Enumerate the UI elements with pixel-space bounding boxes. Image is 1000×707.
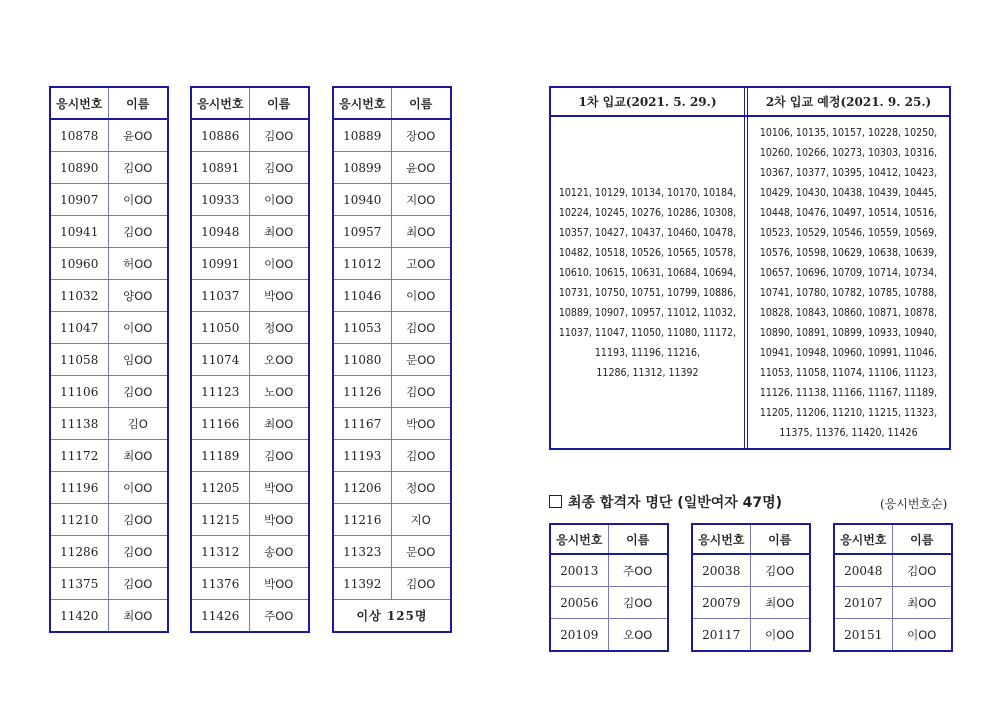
checkbox-square-icon [549, 495, 562, 508]
first-admission-line: 10357, 10427, 10437, 10460, 10478, [558, 226, 737, 239]
exam-number-cell: 11193 [333, 440, 391, 472]
second-admission-line: 11053, 11058, 11074, 11106, 11123, [759, 366, 938, 379]
total-count: 이상 125명 [333, 600, 451, 633]
header-row [191, 87, 309, 119]
table-row [191, 440, 309, 472]
table-row [50, 152, 168, 184]
table-row [333, 312, 451, 344]
exam-number-cell: 20079 [692, 587, 750, 619]
table-row [191, 408, 309, 440]
name-cell: 노OO [249, 376, 309, 408]
name-cell: 오OO [249, 344, 309, 376]
name-cell: 김OO [750, 554, 810, 587]
exam-number-cell: 10891 [191, 152, 249, 184]
exam-number-cell: 11123 [191, 376, 249, 408]
final-table-1 [549, 523, 669, 652]
name-cell: 이OO [750, 619, 810, 652]
name-cell: 최OO [892, 587, 952, 619]
table-row [550, 619, 668, 652]
exam-number-cell: 11210 [50, 504, 108, 536]
final-list-title-text: 최종 합격자 명단 (일반여자 47명) [568, 495, 783, 511]
exam-number-cell: 10933 [191, 184, 249, 216]
name-cell: 주OO [608, 554, 668, 587]
exam-number-cell: 11420 [50, 600, 108, 633]
exam-number-cell: 11167 [333, 408, 391, 440]
table-row [191, 376, 309, 408]
exam-number-header: 응시번호 [834, 524, 892, 554]
final-list-title [549, 492, 782, 512]
table-row [333, 408, 451, 440]
name-cell: 김OO [249, 440, 309, 472]
table-row [50, 600, 168, 633]
exam-number-cell: 20048 [834, 554, 892, 587]
name-header: 이름 [249, 87, 309, 119]
table-row [50, 312, 168, 344]
first-admission-line: 10121, 10129, 10134, 10170, 10184, [558, 186, 737, 199]
first-admission-line: 11286, 11312, 11392 [596, 366, 699, 379]
exam-number-cell: 11312 [191, 536, 249, 568]
exam-number-cell: 20107 [834, 587, 892, 619]
table-row [50, 344, 168, 376]
exam-number-cell: 11037 [191, 280, 249, 312]
name-header: 이름 [892, 524, 952, 554]
exam-number-cell: 11286 [50, 536, 108, 568]
exam-number-cell: 11206 [333, 472, 391, 504]
name-header: 이름 [750, 524, 810, 554]
second-admission-line: 10429, 10430, 10438, 10439, 10445, [759, 186, 938, 199]
table-row [50, 376, 168, 408]
first-admission-line: 10610, 10615, 10631, 10684, 10694, [558, 266, 737, 279]
name-cell: 이OO [108, 472, 168, 504]
name-cell: 이OO [249, 248, 309, 280]
exam-number-cell: 11172 [50, 440, 108, 472]
second-admission-line: 10367, 10377, 10395, 10412, 10423, [759, 166, 938, 179]
second-admission-line: 10260, 10266, 10273, 10303, 10316, [759, 146, 938, 159]
name-cell: 김OO [108, 504, 168, 536]
name-cell: 최OO [391, 216, 451, 248]
table-row [333, 248, 451, 280]
table-row [191, 312, 309, 344]
name-header: 이름 [108, 87, 168, 119]
name-cell: 김OO [391, 440, 451, 472]
header-row [692, 524, 810, 554]
name-cell: 김OO [391, 376, 451, 408]
exam-number-cell: 11138 [50, 408, 108, 440]
second-admission-line: 10657, 10696, 10709, 10714, 10734, [759, 266, 938, 279]
name-cell: 최OO [108, 440, 168, 472]
name-cell: 지O [391, 504, 451, 536]
name-cell: 문OO [391, 344, 451, 376]
second-admission-header: 2차 입교 예정(2021. 9. 25.) [765, 95, 932, 109]
exam-number-header: 응시번호 [692, 524, 750, 554]
table-row [333, 344, 451, 376]
name-cell: 최OO [108, 600, 168, 633]
table-row [191, 184, 309, 216]
exam-number-cell: 10940 [333, 184, 391, 216]
table-row [333, 184, 451, 216]
name-cell: 최OO [750, 587, 810, 619]
table-row [834, 554, 952, 587]
exam-number-cell: 20038 [692, 554, 750, 587]
table-row [550, 587, 668, 619]
roster-table-3 [332, 86, 452, 633]
exam-number-cell: 11050 [191, 312, 249, 344]
exam-number-cell: 11047 [50, 312, 108, 344]
exam-number-cell: 11375 [50, 568, 108, 600]
name-cell: 오OO [608, 619, 668, 652]
table-row [834, 619, 952, 652]
table-row [50, 408, 168, 440]
name-cell: 김OO [391, 312, 451, 344]
name-cell: 김OO [391, 568, 451, 600]
table-row [191, 152, 309, 184]
table-row [50, 216, 168, 248]
name-cell: 임OO [108, 344, 168, 376]
name-cell: 김OO [108, 216, 168, 248]
name-cell: 김OO [249, 152, 309, 184]
table-row [191, 600, 309, 633]
exam-number-cell: 20151 [834, 619, 892, 652]
table-row [333, 568, 451, 600]
table-row [333, 152, 451, 184]
name-cell: 이OO [892, 619, 952, 652]
exam-number-cell: 11080 [333, 344, 391, 376]
exam-number-header: 응시번호 [550, 524, 608, 554]
name-cell: 고OO [391, 248, 451, 280]
name-cell: 이OO [391, 280, 451, 312]
name-cell: 정OO [391, 472, 451, 504]
table-row [50, 280, 168, 312]
first-admission-line: 11037, 11047, 11050, 11080, 11172, [558, 326, 737, 339]
exam-number-cell: 10907 [50, 184, 108, 216]
exam-number-cell: 11215 [191, 504, 249, 536]
table-row [692, 554, 810, 587]
first-admission-line: 10731, 10750, 10751, 10799, 10886, [558, 286, 737, 299]
name-header: 이름 [608, 524, 668, 554]
table-row [191, 280, 309, 312]
name-header: 이름 [391, 87, 451, 119]
exam-number-cell: 10948 [191, 216, 249, 248]
name-cell: 박OO [391, 408, 451, 440]
exam-number-cell: 11058 [50, 344, 108, 376]
second-admission-line: 10941, 10948, 10960, 10991, 11046, [759, 346, 938, 359]
exam-number-cell: 11046 [333, 280, 391, 312]
name-cell: 송OO [249, 536, 309, 568]
first-admission-header: 1차 입교(2021. 5. 29.) [551, 88, 748, 115]
name-cell: 최OO [249, 216, 309, 248]
exam-number-cell: 11126 [333, 376, 391, 408]
name-cell: 양OO [108, 280, 168, 312]
name-cell: 장OO [391, 119, 451, 152]
total-row [333, 600, 451, 633]
first-admission-line: 11193, 11196, 11216, [594, 346, 701, 359]
exam-number-cell: 20013 [550, 554, 608, 587]
exam-number-cell: 11166 [191, 408, 249, 440]
header-row [550, 524, 668, 554]
name-cell: 허OO [108, 248, 168, 280]
table-row [333, 119, 451, 152]
table-row [692, 587, 810, 619]
exam-number-cell: 10991 [191, 248, 249, 280]
second-admission-list [748, 117, 949, 448]
exam-number-cell: 10886 [191, 119, 249, 152]
second-admission-line: 10576, 10598, 10629, 10638, 10639, [759, 246, 938, 259]
table-row [50, 119, 168, 152]
name-cell: 주OO [249, 600, 309, 633]
table-row [191, 568, 309, 600]
name-cell: 김OO [249, 119, 309, 152]
exam-number-header: 응시번호 [191, 87, 249, 119]
exam-number-cell: 10957 [333, 216, 391, 248]
name-cell: 이OO [249, 184, 309, 216]
second-admission-line: 11375, 11376, 11420, 11426 [779, 426, 918, 439]
table-row [333, 472, 451, 504]
second-admission-line: 11205, 11206, 11210, 11215, 11323, [759, 406, 938, 419]
table-row [50, 440, 168, 472]
name-cell: 윤OO [391, 152, 451, 184]
table-row [191, 344, 309, 376]
table-row [550, 554, 668, 587]
name-cell: 이OO [108, 312, 168, 344]
table-row [191, 248, 309, 280]
name-cell: 박OO [249, 504, 309, 536]
exam-number-cell: 20056 [550, 587, 608, 619]
table-row [191, 504, 309, 536]
final-table-2 [691, 523, 811, 652]
exam-number-cell: 20109 [550, 619, 608, 652]
admission-header-row [551, 88, 949, 117]
roster-table-2 [190, 86, 310, 633]
final-table-3 [833, 523, 953, 652]
name-cell: 박OO [249, 472, 309, 504]
name-cell: 김OO [608, 587, 668, 619]
exam-number-cell: 11196 [50, 472, 108, 504]
exam-number-cell: 11426 [191, 600, 249, 633]
exam-number-cell: 10899 [333, 152, 391, 184]
exam-number-cell: 10941 [50, 216, 108, 248]
table-row [191, 536, 309, 568]
exam-number-cell: 10890 [50, 152, 108, 184]
exam-number-cell: 11205 [191, 472, 249, 504]
second-admission-line: 10828, 10843, 10860, 10871, 10878, [759, 306, 938, 319]
table-row [191, 216, 309, 248]
table-row [50, 472, 168, 504]
exam-number-cell: 11189 [191, 440, 249, 472]
exam-number-cell: 11106 [50, 376, 108, 408]
table-row [333, 280, 451, 312]
name-cell: 정OO [249, 312, 309, 344]
name-cell: 지OO [391, 184, 451, 216]
table-row [333, 504, 451, 536]
table-row [333, 376, 451, 408]
exam-number-cell: 20117 [692, 619, 750, 652]
exam-number-cell: 10960 [50, 248, 108, 280]
name-cell: 이OO [108, 184, 168, 216]
table-row [191, 119, 309, 152]
name-cell: 최OO [249, 408, 309, 440]
second-admission-line: 10106, 10135, 10157, 10228, 10250, [759, 126, 938, 139]
first-admission-list [551, 117, 748, 448]
name-cell: 김OO [892, 554, 952, 587]
second-admission-line: 11126, 11138, 11166, 11167, 11189, [759, 386, 938, 399]
exam-number-header: 응시번호 [333, 87, 391, 119]
exam-number-cell: 11074 [191, 344, 249, 376]
table-row [50, 568, 168, 600]
exam-number-cell: 11053 [333, 312, 391, 344]
exam-number-cell: 11392 [333, 568, 391, 600]
name-cell: 문OO [391, 536, 451, 568]
table-row [50, 504, 168, 536]
first-admission-line: 10889, 10907, 10957, 11012, 11032, [558, 306, 737, 319]
header-row [834, 524, 952, 554]
header-row [333, 87, 451, 119]
table-row [50, 184, 168, 216]
table-row [50, 248, 168, 280]
name-cell: 박OO [249, 568, 309, 600]
header-row [50, 87, 168, 119]
exam-number-cell: 10878 [50, 119, 108, 152]
roster-table-1 [49, 86, 169, 633]
exam-number-cell: 11323 [333, 536, 391, 568]
name-cell: 김OO [108, 536, 168, 568]
exam-number-cell: 11216 [333, 504, 391, 536]
first-admission-line: 10224, 10245, 10276, 10286, 10308, [558, 206, 737, 219]
admission-body-row [551, 117, 949, 448]
name-cell: 박OO [249, 280, 309, 312]
table-row [333, 216, 451, 248]
second-admission-line: 10890, 10891, 10899, 10933, 10940, [759, 326, 938, 339]
exam-number-header: 응시번호 [50, 87, 108, 119]
second-admission-line: 10523, 10529, 10546, 10559, 10569, [759, 226, 938, 239]
table-row [333, 536, 451, 568]
admission-schedule-table [549, 86, 951, 450]
name-cell: 김OO [108, 376, 168, 408]
name-cell: 김OO [108, 568, 168, 600]
table-row [191, 472, 309, 504]
exam-number-cell: 11012 [333, 248, 391, 280]
table-row [50, 536, 168, 568]
first-admission-line: 10482, 10518, 10526, 10565, 10578, [558, 246, 737, 259]
name-cell: 김O [108, 408, 168, 440]
final-list-note: (응시번호순) [880, 497, 948, 511]
name-cell: 윤OO [108, 119, 168, 152]
table-row [692, 619, 810, 652]
second-admission-line: 10741, 10780, 10782, 10785, 10788, [759, 286, 938, 299]
exam-number-cell: 10889 [333, 119, 391, 152]
table-row [333, 440, 451, 472]
name-cell: 김OO [108, 152, 168, 184]
exam-number-cell: 11376 [191, 568, 249, 600]
exam-number-cell: 11032 [50, 280, 108, 312]
table-row [834, 587, 952, 619]
second-admission-line: 10448, 10476, 10497, 10514, 10516, [759, 206, 938, 219]
